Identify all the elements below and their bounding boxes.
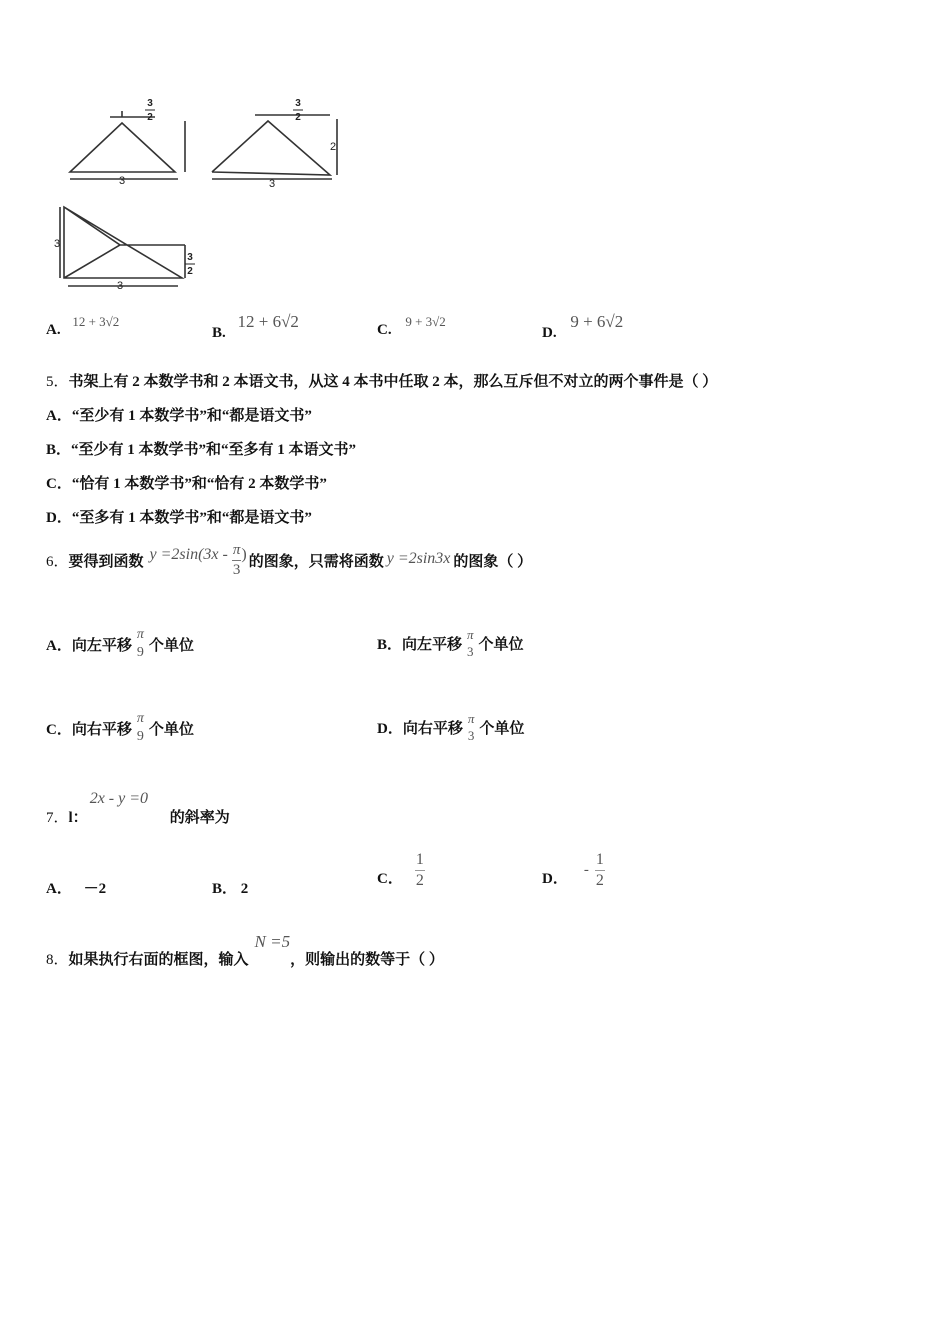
option-text: 个单位 bbox=[148, 637, 194, 654]
q6-option-c[interactable] bbox=[46, 712, 194, 744]
q7-option-a[interactable] bbox=[46, 877, 106, 898]
q5-option-a[interactable] bbox=[46, 404, 312, 425]
q6-option-a[interactable] bbox=[46, 628, 194, 660]
option-letter: D． bbox=[377, 720, 403, 737]
option-letter: D. bbox=[542, 325, 557, 341]
q6-option-b[interactable] bbox=[377, 628, 524, 658]
side-view bbox=[212, 121, 330, 175]
option-text: 向左平移 bbox=[71, 637, 132, 654]
question-number: 6． bbox=[46, 554, 69, 570]
front-offset-bottom: 2 bbox=[147, 112, 153, 123]
option-text: “至少有 1 本数学书”和“至多有 1 本语文书” bbox=[71, 442, 357, 458]
q6-option-d[interactable] bbox=[377, 712, 524, 742]
question-text: 如果执行右面的框图，输入 bbox=[68, 952, 249, 968]
q7-option-d[interactable] bbox=[542, 852, 605, 889]
three-view-figure bbox=[50, 95, 350, 295]
option-letter: A． bbox=[46, 408, 72, 424]
side-width-label: 3 bbox=[268, 178, 276, 190]
option-value: 9 + 3√2 bbox=[405, 314, 446, 329]
option-text: 个单位 bbox=[148, 721, 194, 738]
q4-option-d[interactable] bbox=[542, 312, 624, 342]
fraction: $\frac{1}{2}$ bbox=[415, 851, 424, 889]
option-letter: D． bbox=[542, 871, 568, 887]
target-function-fraction: $\frac{\pi}{3}$ bbox=[232, 542, 241, 578]
q4-option-a[interactable] bbox=[46, 314, 120, 339]
option-letter: C． bbox=[46, 476, 72, 492]
top-view bbox=[64, 207, 185, 278]
option-letter: C． bbox=[377, 871, 403, 887]
option-text: “至少有 1 本数学书”和“都是语文书” bbox=[71, 408, 312, 424]
q5-option-b[interactable] bbox=[46, 438, 356, 459]
q7-option-c[interactable] bbox=[377, 852, 425, 889]
option-text: －2 bbox=[83, 881, 107, 897]
option-text: “恰有 1 本数学书”和“恰有 2 本数学书” bbox=[71, 476, 327, 492]
question-number: 7． bbox=[46, 810, 69, 826]
side-offset-bottom: 2 bbox=[295, 112, 301, 123]
question-text: 要得到函数 bbox=[68, 554, 144, 570]
question-8-stem bbox=[46, 932, 444, 969]
question-text: 的斜率为 bbox=[169, 810, 230, 826]
option-value: 9 + 6√2 bbox=[570, 312, 624, 331]
option-value: 12 + 6√2 bbox=[237, 312, 299, 331]
option-text: 个单位 bbox=[479, 720, 525, 737]
front-width-label: 3 bbox=[118, 175, 126, 187]
shift-fraction: π 9 bbox=[136, 627, 144, 660]
negative-sign: - bbox=[583, 862, 589, 878]
front-offset-top: 3 bbox=[147, 98, 153, 109]
shift-fraction: π 3 bbox=[467, 627, 474, 659]
option-letter: B． bbox=[377, 636, 403, 653]
question-number: 5． bbox=[46, 374, 69, 390]
q4-option-c[interactable] bbox=[377, 314, 446, 339]
option-text: 向右平移 bbox=[402, 720, 463, 737]
question-6-stem: 6． 要得到函数 y =2sin(3x - $\frac{\pi}{3}$ ) 的图象，只需将函数 y =2sin3x 的图象（ ） bbox=[46, 542, 533, 578]
top-height-label: 3 bbox=[53, 238, 61, 250]
option-text: 向右平移 bbox=[71, 721, 132, 738]
q5-option-d[interactable] bbox=[46, 506, 312, 527]
option-letter: A. bbox=[46, 322, 61, 338]
option-letter: C. bbox=[377, 322, 392, 338]
option-text: 2 bbox=[240, 881, 249, 897]
option-text: “至多有 1 本数学书”和“都是语文书” bbox=[71, 510, 312, 526]
option-letter: A． bbox=[46, 637, 72, 654]
q7-option-b[interactable] bbox=[212, 877, 248, 898]
target-function: y =2sin(3x - bbox=[149, 545, 228, 563]
option-letter: B． bbox=[46, 442, 72, 458]
option-text: 向左平移 bbox=[402, 636, 463, 653]
front-view bbox=[70, 123, 175, 172]
question-text: ，则输出的数等于（ ） bbox=[290, 952, 444, 968]
option-letter: B． bbox=[212, 881, 238, 897]
line-label: l： bbox=[68, 810, 88, 826]
question-text: 的图象（ ） bbox=[453, 554, 533, 570]
q4-option-b[interactable] bbox=[212, 312, 299, 342]
top-offset-top: 3 bbox=[187, 252, 193, 263]
option-text: 个单位 bbox=[478, 636, 524, 653]
option-letter: C． bbox=[46, 721, 72, 738]
line-equation: 2x - y =0 bbox=[89, 790, 149, 807]
option-letter: D． bbox=[46, 510, 72, 526]
source-function: y =2sin3x bbox=[386, 549, 451, 567]
question-number: 8． bbox=[46, 952, 69, 968]
question-text: 书架上有 2 本数学书和 2 本语文书，从这 4 本书中任取 2 本，那么互斥但不对立的两个事件是（ ） bbox=[68, 374, 718, 390]
option-letter: B. bbox=[212, 325, 226, 341]
question-text: 的图象，只需将函数 bbox=[248, 554, 384, 570]
input-value: N =5 bbox=[254, 932, 291, 951]
question-7-stem bbox=[46, 790, 230, 827]
top-width-label: 3 bbox=[116, 280, 124, 292]
question-5-stem bbox=[46, 370, 717, 391]
side-offset-top: 3 bbox=[295, 98, 301, 109]
shift-fraction: π 3 bbox=[467, 711, 475, 743]
q5-option-c[interactable] bbox=[46, 472, 327, 493]
fraction: $\frac{1}{2}$ bbox=[595, 851, 604, 889]
option-value: 12 + 3√2 bbox=[72, 314, 120, 329]
side-height-label: 2 bbox=[329, 141, 337, 153]
shift-fraction: π 9 bbox=[136, 711, 144, 744]
option-letter: A． bbox=[46, 881, 72, 897]
top-offset-bottom: 2 bbox=[187, 266, 193, 277]
